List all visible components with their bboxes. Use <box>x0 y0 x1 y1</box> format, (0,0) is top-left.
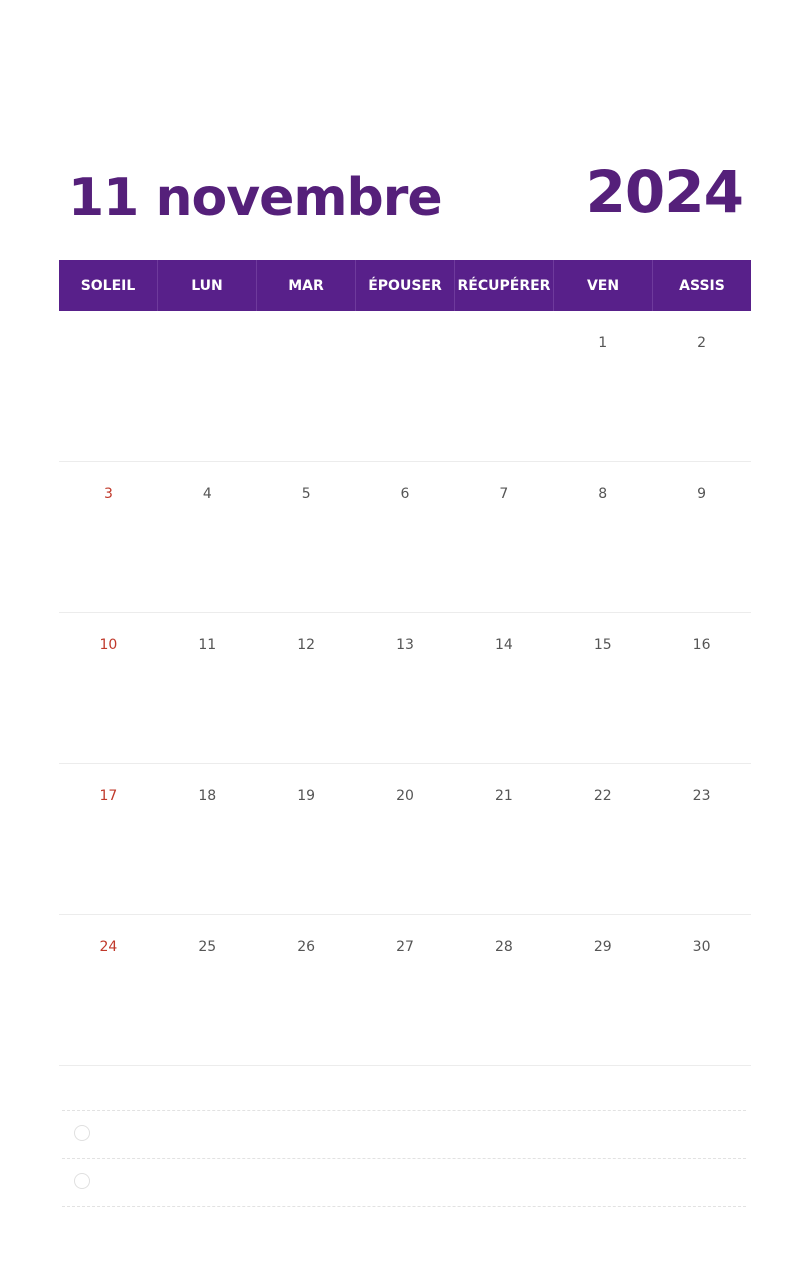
day-cell[interactable]: 12 <box>297 637 316 653</box>
weekday-tuesday: MAR <box>257 260 356 311</box>
day-cell[interactable]: 23 <box>692 788 711 804</box>
day-cell[interactable]: 15 <box>593 637 612 653</box>
day-cell[interactable]: 7 <box>499 486 509 502</box>
week-row <box>59 311 751 462</box>
notes-section <box>62 1110 746 1207</box>
day-cell[interactable]: 8 <box>598 486 608 502</box>
day-cell[interactable]: 20 <box>396 788 414 804</box>
day-cell[interactable]: 25 <box>198 939 217 955</box>
weekday-thursday: RÉCUPÉRER <box>455 260 554 311</box>
day-cell[interactable] <box>356 311 455 461</box>
note-line[interactable] <box>62 1158 746 1207</box>
day-cell[interactable]: 21 <box>494 788 513 804</box>
note-checkbox[interactable] <box>74 1173 90 1189</box>
day-cell[interactable]: 28 <box>494 939 513 955</box>
day-cell[interactable]: 9 <box>697 486 707 502</box>
note-checkbox[interactable] <box>74 1125 90 1141</box>
day-cell[interactable]: 19 <box>297 788 316 804</box>
day-cell[interactable] <box>59 311 158 461</box>
month-title: 11 novembre <box>68 168 442 228</box>
day-cell[interactable]: 2 <box>697 335 707 351</box>
day-cell[interactable] <box>158 311 257 461</box>
weekday-monday: LUN <box>158 260 257 311</box>
day-cell[interactable]: 5 <box>301 486 311 502</box>
weekday-header-row <box>59 260 751 311</box>
week-row <box>59 613 751 764</box>
day-cell[interactable] <box>257 311 356 461</box>
day-cell[interactable]: 10 <box>99 637 118 653</box>
day-cell[interactable]: 27 <box>396 939 414 955</box>
day-cell[interactable]: 13 <box>396 637 414 653</box>
day-cell[interactable]: 18 <box>198 788 217 804</box>
day-cell[interactable]: 1 <box>598 335 608 351</box>
day-cell[interactable]: 3 <box>103 486 113 502</box>
weekday-wednesday: ÉPOUSER <box>356 260 455 311</box>
calendar-grid <box>59 260 751 1066</box>
week-row <box>59 462 751 613</box>
day-cell[interactable]: 16 <box>692 637 711 653</box>
day-cell[interactable]: 14 <box>494 637 513 653</box>
week-row <box>59 915 751 1066</box>
day-cell[interactable]: 22 <box>593 788 612 804</box>
day-cell[interactable]: 30 <box>692 939 711 955</box>
day-cell[interactable]: 29 <box>593 939 612 955</box>
day-cell[interactable] <box>454 311 553 461</box>
week-row <box>59 764 751 915</box>
note-line[interactable] <box>62 1110 746 1158</box>
day-cell[interactable]: 4 <box>202 486 212 502</box>
year-title: 2024 <box>585 158 743 226</box>
day-cell[interactable]: 11 <box>198 637 217 653</box>
day-cell[interactable]: 24 <box>99 939 118 955</box>
day-cell[interactable]: 6 <box>400 486 410 502</box>
weekday-saturday: ASSIS <box>679 277 725 294</box>
day-cell[interactable]: 26 <box>297 939 316 955</box>
weekday-friday: VEN <box>554 260 653 311</box>
weekday-sunday: SOLEIL <box>59 260 158 311</box>
day-cell[interactable]: 17 <box>99 788 118 804</box>
